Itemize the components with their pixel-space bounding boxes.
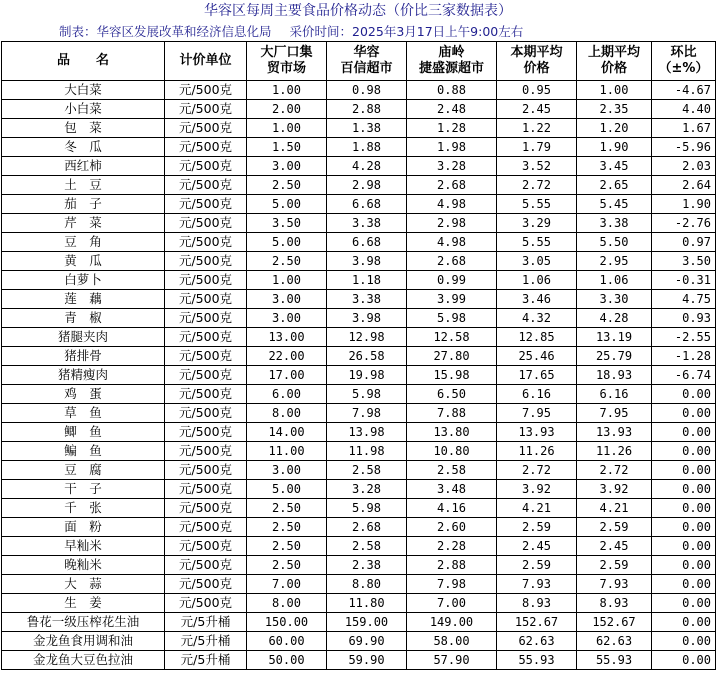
cell-current-average: 2.72 [497, 176, 577, 195]
cell-baixin-price: 13.98 [327, 423, 407, 442]
cell-baixin-price: 12.98 [327, 328, 407, 347]
cell-name: 土 豆 [2, 176, 165, 195]
table-row [2, 461, 716, 480]
table-row [2, 214, 716, 233]
cell-current-average: 0.95 [497, 81, 577, 100]
cell-unit: 元/500克 [165, 81, 247, 100]
cell-current-average: 11.26 [497, 442, 577, 461]
cell-change-percent: 4.75 [652, 290, 716, 309]
cell-unit: 元/500克 [165, 366, 247, 385]
cell-previous-average: 3.45 [577, 157, 652, 176]
cell-baixin-price: 26.58 [327, 347, 407, 366]
cell-market-price: 2.50 [247, 537, 327, 556]
cell-unit: 元/500克 [165, 290, 247, 309]
table-row [2, 632, 716, 651]
cell-unit: 元/500克 [165, 423, 247, 442]
cell-jieshengyuan-price: 2.88 [407, 556, 497, 575]
table-row [2, 537, 716, 556]
header-baixin-supermarket: 华容 百信超市 [327, 42, 407, 81]
cell-jieshengyuan-price: 13.80 [407, 423, 497, 442]
cell-jieshengyuan-price: 1.98 [407, 138, 497, 157]
cell-name: 豆 腐 [2, 461, 165, 480]
cell-market-price: 7.00 [247, 575, 327, 594]
cell-baixin-price: 19.98 [327, 366, 407, 385]
cell-baixin-price: 4.28 [327, 157, 407, 176]
cell-market-price: 2.50 [247, 556, 327, 575]
cell-unit: 元/500克 [165, 233, 247, 252]
table-row [2, 233, 716, 252]
cell-name: 猪排骨 [2, 347, 165, 366]
table-row [2, 347, 716, 366]
cell-market-price: 8.00 [247, 404, 327, 423]
cell-jieshengyuan-price: 3.28 [407, 157, 497, 176]
cell-previous-average: 5.45 [577, 195, 652, 214]
cell-jieshengyuan-price: 0.99 [407, 271, 497, 290]
table-row [2, 442, 716, 461]
cell-unit: 元/500克 [165, 214, 247, 233]
cell-baixin-price: 3.38 [327, 290, 407, 309]
cell-market-price: 1.00 [247, 271, 327, 290]
cell-change-percent: -2.55 [652, 328, 716, 347]
price-sheet [1, 0, 715, 670]
cell-change-percent: 2.03 [652, 157, 716, 176]
cell-name: 早籼米 [2, 537, 165, 556]
cell-jieshengyuan-price: 10.80 [407, 442, 497, 461]
cell-baixin-price: 2.88 [327, 100, 407, 119]
cell-change-percent: -6.74 [652, 366, 716, 385]
cell-name: 冬 瓜 [2, 138, 165, 157]
cell-name: 小白菜 [2, 100, 165, 119]
table-row [2, 651, 716, 670]
cell-current-average: 4.32 [497, 309, 577, 328]
cell-name: 金龙鱼大豆色拉油 [2, 651, 165, 670]
cell-name: 鲫 鱼 [2, 423, 165, 442]
table-row [2, 290, 716, 309]
cell-market-price: 1.00 [247, 81, 327, 100]
cell-unit: 元/5升桶 [165, 632, 247, 651]
table-row [2, 556, 716, 575]
cell-market-price: 17.00 [247, 366, 327, 385]
cell-market-price: 14.00 [247, 423, 327, 442]
cell-previous-average: 4.21 [577, 499, 652, 518]
cell-change-percent: 0.00 [652, 632, 716, 651]
cell-change-percent: 2.64 [652, 176, 716, 195]
cell-current-average: 2.45 [497, 100, 577, 119]
cell-current-average: 8.93 [497, 594, 577, 613]
table-row [2, 138, 716, 157]
header-current-average: 本期平均 价格 [497, 42, 577, 81]
cell-previous-average: 152.67 [577, 613, 652, 632]
cell-name: 大 蒜 [2, 575, 165, 594]
header-jieshengyuan-supermarket: 庙岭 捷盛源超市 [407, 42, 497, 81]
cell-jieshengyuan-price: 149.00 [407, 613, 497, 632]
cell-baixin-price: 5.98 [327, 499, 407, 518]
cell-change-percent: 0.00 [652, 499, 716, 518]
cell-previous-average: 2.95 [577, 252, 652, 271]
cell-market-price: 2.00 [247, 100, 327, 119]
cell-change-percent: 0.00 [652, 461, 716, 480]
cell-previous-average: 13.19 [577, 328, 652, 347]
cell-previous-average: 2.45 [577, 537, 652, 556]
cell-change-percent: 0.00 [652, 651, 716, 670]
cell-name: 白萝卜 [2, 271, 165, 290]
cell-change-percent: 0.93 [652, 309, 716, 328]
cell-jieshengyuan-price: 12.58 [407, 328, 497, 347]
cell-baixin-price: 1.38 [327, 119, 407, 138]
cell-current-average: 3.05 [497, 252, 577, 271]
cell-baixin-price: 1.88 [327, 138, 407, 157]
cell-unit: 元/500克 [165, 157, 247, 176]
table-row [2, 309, 716, 328]
cell-unit: 元/500克 [165, 556, 247, 575]
cell-market-price: 3.00 [247, 461, 327, 480]
cell-market-price: 150.00 [247, 613, 327, 632]
cell-change-percent: -4.67 [652, 81, 716, 100]
cell-previous-average: 1.90 [577, 138, 652, 157]
cell-current-average: 4.21 [497, 499, 577, 518]
cell-market-price: 60.00 [247, 632, 327, 651]
cell-name: 猪腿夹肉 [2, 328, 165, 347]
cell-previous-average: 3.30 [577, 290, 652, 309]
table-row [2, 423, 716, 442]
cell-jieshengyuan-price: 15.98 [407, 366, 497, 385]
cell-unit: 元/500克 [165, 328, 247, 347]
cell-change-percent: 0.00 [652, 518, 716, 537]
cell-market-price: 2.50 [247, 518, 327, 537]
cell-change-percent: 0.00 [652, 613, 716, 632]
cell-name: 千 张 [2, 499, 165, 518]
cell-current-average: 5.55 [497, 195, 577, 214]
cell-market-price: 1.00 [247, 119, 327, 138]
cell-jieshengyuan-price: 4.16 [407, 499, 497, 518]
cell-previous-average: 2.72 [577, 461, 652, 480]
cell-change-percent: 0.97 [652, 233, 716, 252]
cell-current-average: 7.95 [497, 404, 577, 423]
cell-previous-average: 3.92 [577, 480, 652, 499]
cell-market-price: 5.00 [247, 233, 327, 252]
cell-change-percent: 0.00 [652, 537, 716, 556]
cell-current-average: 5.55 [497, 233, 577, 252]
cell-jieshengyuan-price: 2.98 [407, 214, 497, 233]
cell-name: 青 椒 [2, 309, 165, 328]
cell-previous-average: 2.59 [577, 556, 652, 575]
cell-name: 草 鱼 [2, 404, 165, 423]
cell-baixin-price: 5.98 [327, 385, 407, 404]
cell-market-price: 1.50 [247, 138, 327, 157]
cell-current-average: 7.93 [497, 575, 577, 594]
cell-market-price: 3.00 [247, 157, 327, 176]
cell-change-percent: 1.67 [652, 119, 716, 138]
cell-change-percent: 0.00 [652, 594, 716, 613]
cell-unit: 元/500克 [165, 347, 247, 366]
cell-change-percent: 0.00 [652, 575, 716, 594]
cell-baixin-price: 59.90 [327, 651, 407, 670]
cell-unit: 元/5升桶 [165, 613, 247, 632]
cell-baixin-price: 159.00 [327, 613, 407, 632]
cell-current-average: 2.59 [497, 556, 577, 575]
table-row [2, 271, 716, 290]
cell-previous-average: 7.95 [577, 404, 652, 423]
cell-name: 鲁花一级压榨花生油 [2, 613, 165, 632]
cell-current-average: 6.16 [497, 385, 577, 404]
header-name: 品 名 [2, 42, 165, 81]
cell-baixin-price: 69.90 [327, 632, 407, 651]
cell-current-average: 2.72 [497, 461, 577, 480]
cell-jieshengyuan-price: 2.58 [407, 461, 497, 480]
cell-market-price: 2.50 [247, 176, 327, 195]
cell-jieshengyuan-price: 4.98 [407, 233, 497, 252]
price-table [1, 41, 716, 670]
cell-previous-average: 1.00 [577, 81, 652, 100]
cell-previous-average: 8.93 [577, 594, 652, 613]
cell-jieshengyuan-price: 27.80 [407, 347, 497, 366]
cell-name: 鳊 鱼 [2, 442, 165, 461]
cell-unit: 元/500克 [165, 252, 247, 271]
cell-market-price: 11.00 [247, 442, 327, 461]
cell-name: 豆 角 [2, 233, 165, 252]
cell-jieshengyuan-price: 2.28 [407, 537, 497, 556]
table-row [2, 328, 716, 347]
cell-jieshengyuan-price: 5.98 [407, 309, 497, 328]
cell-change-percent: 0.00 [652, 404, 716, 423]
cell-current-average: 25.46 [497, 347, 577, 366]
cell-previous-average: 5.50 [577, 233, 652, 252]
cell-previous-average: 1.20 [577, 119, 652, 138]
cell-change-percent: 0.00 [652, 385, 716, 404]
cell-change-percent: 4.40 [652, 100, 716, 119]
cell-baixin-price: 1.18 [327, 271, 407, 290]
cell-name: 茄 子 [2, 195, 165, 214]
cell-previous-average: 25.79 [577, 347, 652, 366]
cell-unit: 元/500克 [165, 119, 247, 138]
cell-unit: 元/5升桶 [165, 651, 247, 670]
cell-jieshengyuan-price: 3.48 [407, 480, 497, 499]
cell-unit: 元/500克 [165, 575, 247, 594]
cell-baixin-price: 2.98 [327, 176, 407, 195]
cell-current-average: 1.22 [497, 119, 577, 138]
cell-change-percent: 0.00 [652, 423, 716, 442]
cell-market-price: 3.00 [247, 290, 327, 309]
table-row [2, 594, 716, 613]
cell-jieshengyuan-price: 6.50 [407, 385, 497, 404]
table-row [2, 157, 716, 176]
cell-jieshengyuan-price: 2.48 [407, 100, 497, 119]
cell-jieshengyuan-price: 2.60 [407, 518, 497, 537]
table-row [2, 119, 716, 138]
cell-name: 莲 藕 [2, 290, 165, 309]
cell-previous-average: 13.93 [577, 423, 652, 442]
header-unit: 计价单位 [165, 42, 247, 81]
cell-market-price: 22.00 [247, 347, 327, 366]
cell-baixin-price: 11.98 [327, 442, 407, 461]
header-previous-average: 上期平均 价格 [577, 42, 652, 81]
cell-change-percent: 3.50 [652, 252, 716, 271]
table-row [2, 81, 716, 100]
collection-time-label: 采价时间：2025年3月17日上午9:00左右 [289, 24, 524, 39]
cell-change-percent: 0.00 [652, 480, 716, 499]
cell-market-price: 5.00 [247, 480, 327, 499]
cell-baixin-price: 7.98 [327, 404, 407, 423]
cell-jieshengyuan-price: 7.98 [407, 575, 497, 594]
cell-current-average: 55.93 [497, 651, 577, 670]
cell-unit: 元/500克 [165, 442, 247, 461]
cell-current-average: 1.06 [497, 271, 577, 290]
cell-current-average: 3.29 [497, 214, 577, 233]
cell-unit: 元/500克 [165, 271, 247, 290]
cell-previous-average: 55.93 [577, 651, 652, 670]
table-row [2, 366, 716, 385]
cell-change-percent: -0.31 [652, 271, 716, 290]
cell-previous-average: 1.06 [577, 271, 652, 290]
cell-market-price: 3.50 [247, 214, 327, 233]
cell-name: 干 子 [2, 480, 165, 499]
cell-previous-average: 7.93 [577, 575, 652, 594]
cell-market-price: 2.50 [247, 252, 327, 271]
cell-current-average: 2.59 [497, 518, 577, 537]
cell-previous-average: 2.65 [577, 176, 652, 195]
cell-baixin-price: 3.38 [327, 214, 407, 233]
cell-current-average: 12.85 [497, 328, 577, 347]
cell-unit: 元/500克 [165, 461, 247, 480]
cell-baixin-price: 3.28 [327, 480, 407, 499]
cell-change-percent: -2.76 [652, 214, 716, 233]
cell-unit: 元/500克 [165, 385, 247, 404]
cell-baixin-price: 11.80 [327, 594, 407, 613]
cell-name: 大白菜 [2, 81, 165, 100]
table-row [2, 480, 716, 499]
cell-unit: 元/500克 [165, 518, 247, 537]
cell-market-price: 6.00 [247, 385, 327, 404]
cell-baixin-price: 2.38 [327, 556, 407, 575]
cell-current-average: 3.52 [497, 157, 577, 176]
cell-previous-average: 62.63 [577, 632, 652, 651]
cell-previous-average: 2.35 [577, 100, 652, 119]
cell-previous-average: 11.26 [577, 442, 652, 461]
cell-current-average: 13.93 [497, 423, 577, 442]
cell-current-average: 152.67 [497, 613, 577, 632]
cell-unit: 元/500克 [165, 100, 247, 119]
table-row [2, 518, 716, 537]
cell-name: 晚籼米 [2, 556, 165, 575]
cell-baixin-price: 6.68 [327, 195, 407, 214]
cell-change-percent: -1.28 [652, 347, 716, 366]
cell-baixin-price: 8.80 [327, 575, 407, 594]
cell-unit: 元/500克 [165, 404, 247, 423]
cell-jieshengyuan-price: 57.90 [407, 651, 497, 670]
cell-jieshengyuan-price: 2.68 [407, 252, 497, 271]
cell-unit: 元/500克 [165, 499, 247, 518]
cell-change-percent: 0.00 [652, 442, 716, 461]
cell-unit: 元/500克 [165, 537, 247, 556]
cell-name: 金龙鱼食用调和油 [2, 632, 165, 651]
cell-market-price: 8.00 [247, 594, 327, 613]
cell-name: 芹 菜 [2, 214, 165, 233]
cell-previous-average: 2.59 [577, 518, 652, 537]
cell-market-price: 13.00 [247, 328, 327, 347]
cell-baixin-price: 3.98 [327, 252, 407, 271]
cell-unit: 元/500克 [165, 594, 247, 613]
cell-name: 鸡 蛋 [2, 385, 165, 404]
cell-baixin-price: 0.98 [327, 81, 407, 100]
cell-unit: 元/500克 [165, 195, 247, 214]
cell-jieshengyuan-price: 58.00 [407, 632, 497, 651]
cell-unit: 元/500克 [165, 309, 247, 328]
cell-current-average: 1.79 [497, 138, 577, 157]
cell-change-percent: -5.96 [652, 138, 716, 157]
cell-name: 黄 瓜 [2, 252, 165, 271]
cell-name: 面 粉 [2, 518, 165, 537]
table-row [2, 613, 716, 632]
table-row [2, 195, 716, 214]
cell-previous-average: 3.38 [577, 214, 652, 233]
cell-jieshengyuan-price: 3.99 [407, 290, 497, 309]
cell-previous-average: 18.93 [577, 366, 652, 385]
cell-current-average: 2.45 [497, 537, 577, 556]
cell-unit: 元/500克 [165, 176, 247, 195]
cell-change-percent: 1.90 [652, 195, 716, 214]
maker-label: 制表：华容区发展改革和经济信息化局 [59, 24, 272, 39]
table-row [2, 252, 716, 271]
table-row [2, 499, 716, 518]
cell-baixin-price: 2.58 [327, 461, 407, 480]
cell-current-average: 3.46 [497, 290, 577, 309]
table-row [2, 100, 716, 119]
cell-change-percent: 0.00 [652, 556, 716, 575]
cell-unit: 元/500克 [165, 480, 247, 499]
table-row [2, 404, 716, 423]
cell-jieshengyuan-price: 4.98 [407, 195, 497, 214]
cell-jieshengyuan-price: 2.68 [407, 176, 497, 195]
cell-market-price: 50.00 [247, 651, 327, 670]
cell-current-average: 3.92 [497, 480, 577, 499]
cell-previous-average: 4.28 [577, 309, 652, 328]
cell-market-price: 5.00 [247, 195, 327, 214]
cell-baixin-price: 3.98 [327, 309, 407, 328]
table-row [2, 176, 716, 195]
cell-baixin-price: 2.68 [327, 518, 407, 537]
table-row [2, 575, 716, 594]
header-row [2, 42, 716, 81]
cell-current-average: 17.65 [497, 366, 577, 385]
header-market-dachangkou: 大厂口集 贸市场 [247, 42, 327, 81]
cell-baixin-price: 6.68 [327, 233, 407, 252]
cell-baixin-price: 2.58 [327, 537, 407, 556]
cell-previous-average: 6.16 [577, 385, 652, 404]
cell-name: 西红柿 [2, 157, 165, 176]
cell-jieshengyuan-price: 7.00 [407, 594, 497, 613]
cell-jieshengyuan-price: 7.88 [407, 404, 497, 423]
cell-jieshengyuan-price: 1.28 [407, 119, 497, 138]
sheet-title: 华容区每周主要食品价格动态（价比三家数据表） [204, 3, 512, 19]
header-change-percent: 环比 （±%） [652, 42, 716, 81]
cell-jieshengyuan-price: 0.88 [407, 81, 497, 100]
sheet-subtitle [1, 22, 715, 41]
cell-name: 生 姜 [2, 594, 165, 613]
cell-market-price: 2.50 [247, 499, 327, 518]
cell-name: 猪精瘦肉 [2, 366, 165, 385]
cell-name: 包 菜 [2, 119, 165, 138]
cell-market-price: 3.00 [247, 309, 327, 328]
cell-current-average: 62.63 [497, 632, 577, 651]
cell-unit: 元/500克 [165, 138, 247, 157]
table-row [2, 385, 716, 404]
